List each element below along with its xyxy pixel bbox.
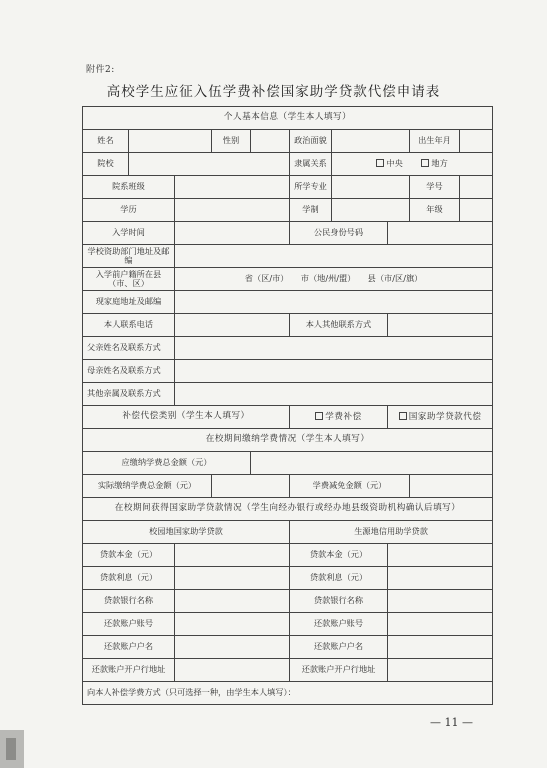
label-campus-account-bank: 还款账户开户行地址 — [83, 659, 175, 682]
label-total-paid: 实际缴纳学费总金额（元） — [83, 475, 212, 498]
field-aid-dept-addr[interactable] — [175, 245, 493, 268]
field-major[interactable] — [332, 176, 410, 199]
label-home-addr: 现家庭地址及邮编 — [83, 291, 175, 314]
label-total-due: 应缴纳学费总金额（元） — [83, 452, 251, 475]
label-campus-account-no: 还款账户账号 — [83, 613, 175, 636]
label-father: 父亲姓名及联系方式 — [83, 337, 175, 360]
field-campus-interest[interactable] — [175, 567, 290, 590]
label-dept-class: 院系班级 — [83, 176, 175, 199]
field-education[interactable] — [175, 199, 290, 222]
field-birth[interactable] — [460, 130, 493, 153]
option-loan-repayment[interactable]: 国家助学贷款代偿 — [388, 406, 493, 429]
option-central[interactable]: 中央 — [376, 159, 402, 168]
label-political: 政治面貌 — [290, 130, 332, 153]
label-aid-dept-addr: 学校资助部门地址及邮编 — [83, 245, 175, 268]
checkbox-icon — [376, 159, 384, 167]
checkbox-icon — [421, 159, 429, 167]
label-relatives: 其他亲属及联系方式 — [83, 383, 175, 406]
label-payment-method[interactable]: 向本人补偿学费方式（只可选择一种，由学生本人填写）： — [83, 682, 493, 705]
label-origin-loan: 生源地信用助学贷款 — [290, 521, 493, 544]
section-basic-heading: 个人基本信息（学生本人填写） — [83, 107, 493, 130]
field-origin-account-name[interactable] — [388, 636, 493, 659]
field-phone[interactable] — [175, 314, 290, 337]
field-name[interactable] — [129, 130, 212, 153]
field-origin-bank[interactable] — [388, 590, 493, 613]
label-other-contact: 本人其他联系方式 — [290, 314, 388, 337]
page-number: — 11 — — [430, 716, 473, 729]
field-total-due[interactable] — [251, 452, 493, 475]
attachment-label: 附件2: — [86, 65, 115, 75]
label-mother: 母亲姓名及联系方式 — [83, 360, 175, 383]
field-total-paid[interactable] — [212, 475, 290, 498]
label-origin-account-bank: 还款账户开户行地址 — [290, 659, 388, 682]
label-origin-principal: 贷款本金（元） — [290, 544, 388, 567]
field-political[interactable] — [332, 130, 410, 153]
label-name: 姓名 — [83, 130, 129, 153]
field-student-no[interactable] — [460, 176, 493, 199]
checkbox-icon — [399, 412, 407, 420]
checkbox-icon — [315, 412, 323, 420]
label-compensation-type: 补偿代偿类别（学生本人填写） — [83, 406, 290, 429]
field-campus-bank[interactable] — [175, 590, 290, 613]
label-household-before: 入学前户籍所在县（市、区） — [83, 268, 175, 291]
field-gender[interactable] — [251, 130, 290, 153]
field-origin-account-no[interactable] — [388, 613, 493, 636]
field-system[interactable] — [332, 199, 410, 222]
form-title: 高校学生应征入伍学费补偿国家助学贷款代偿申请表 — [106, 84, 441, 100]
field-enroll-time[interactable] — [175, 222, 290, 245]
field-id-no[interactable] — [388, 222, 493, 245]
label-birth: 出生年月 — [410, 130, 460, 153]
label-campus-loan: 校园地国家助学贷款 — [83, 521, 290, 544]
field-grade[interactable] — [460, 199, 493, 222]
field-other-contact[interactable] — [388, 314, 493, 337]
section-fee-heading: 在校期间缴纳学费情况（学生本人填写） — [83, 429, 493, 452]
field-campus-account-no[interactable] — [175, 613, 290, 636]
field-dept-class[interactable] — [175, 176, 290, 199]
field-origin-account-bank[interactable] — [388, 659, 493, 682]
label-enroll-time: 入学时间 — [83, 222, 175, 245]
label-gender: 性别 — [212, 130, 251, 153]
label-reduction: 学费减免金额（元） — [290, 475, 410, 498]
label-affiliation: 隶属关系 — [290, 153, 332, 176]
field-school[interactable] — [129, 153, 290, 176]
field-reduction[interactable] — [410, 475, 493, 498]
field-origin-interest[interactable] — [388, 567, 493, 590]
section-loan-heading: 在校期间获得国家助学贷款情况（学生向经办银行或经办地县级资助机构确认后填写） — [83, 498, 493, 521]
label-system: 学制 — [290, 199, 332, 222]
scan-edge-mark-inner — [6, 738, 16, 760]
option-tuition-compensation[interactable]: 学费补偿 — [290, 406, 388, 429]
field-home-addr[interactable] — [175, 291, 493, 314]
field-campus-account-bank[interactable] — [175, 659, 290, 682]
field-origin-principal[interactable] — [388, 544, 493, 567]
label-origin-bank: 贷款银行名称 — [290, 590, 388, 613]
label-school: 院校 — [83, 153, 129, 176]
label-student-no: 学号 — [410, 176, 460, 199]
field-relatives[interactable] — [175, 383, 493, 406]
option-local[interactable]: 地方 — [421, 159, 447, 168]
label-campus-account-name: 还款账户户名 — [83, 636, 175, 659]
label-grade: 年级 — [410, 199, 460, 222]
label-campus-interest: 贷款利息（元） — [83, 567, 175, 590]
application-form-table — [82, 106, 493, 705]
field-affiliation — [332, 153, 493, 176]
label-origin-account-no: 还款账户账号 — [290, 613, 388, 636]
field-campus-principal[interactable] — [175, 544, 290, 567]
field-mother[interactable] — [175, 360, 493, 383]
label-id-no: 公民身份号码 — [290, 222, 388, 245]
field-household-before[interactable]: 省（区/市） 市（地/州/盟） 县（市/区/旗） — [175, 268, 493, 291]
label-origin-account-name: 还款账户户名 — [290, 636, 388, 659]
label-major: 所学专业 — [290, 176, 332, 199]
label-education: 学历 — [83, 199, 175, 222]
field-campus-account-name[interactable] — [175, 636, 290, 659]
label-phone: 本人联系电话 — [83, 314, 175, 337]
field-father[interactable] — [175, 337, 493, 360]
label-campus-bank: 贷款银行名称 — [83, 590, 175, 613]
label-origin-interest: 贷款利息（元） — [290, 567, 388, 590]
label-campus-principal: 贷款本金（元） — [83, 544, 175, 567]
